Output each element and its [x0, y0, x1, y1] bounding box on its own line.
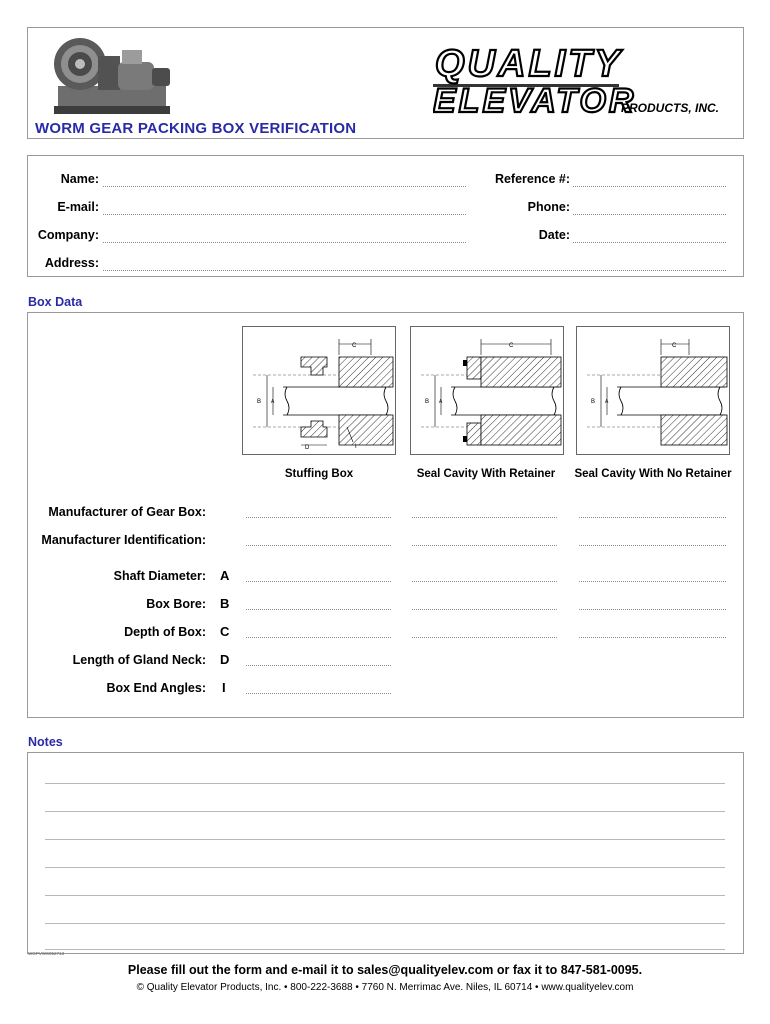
- box-bore-field-3[interactable]: [579, 609, 726, 610]
- seal-cavity-no-retainer-diagram: [576, 326, 730, 455]
- address-field[interactable]: [103, 270, 726, 271]
- gland-neck-label: Length of Gland Neck:: [72, 653, 206, 667]
- svg-text:D: D: [305, 445, 310, 451]
- caption-seal-cavity-retainer: Seal Cavity With Retainer: [416, 468, 556, 480]
- manufacturer-label: Manufacturer of Gear Box:: [48, 505, 206, 519]
- shaft-diameter-field-2[interactable]: [412, 581, 557, 582]
- svg-text:QUALITY: QUALITY: [435, 43, 623, 85]
- depth-of-box-field-3[interactable]: [579, 637, 726, 638]
- email-field[interactable]: [103, 214, 466, 215]
- shaft-diameter-label: Shaft Diameter:: [113, 569, 206, 583]
- box-data-title: Box Data: [28, 295, 83, 309]
- svg-text:C: C: [672, 343, 677, 349]
- depth-of-box-field-1[interactable]: [246, 637, 391, 638]
- svg-text:ELEVATOR: ELEVATOR: [433, 82, 637, 118]
- contact-panel: [27, 155, 744, 277]
- box-end-angles-key: I: [222, 680, 226, 695]
- svg-text:PRODUCTS, INC.: PRODUCTS, INC.: [621, 101, 720, 115]
- notes-line-7[interactable]: [45, 949, 725, 950]
- seal-cavity-retainer-diagram: [410, 326, 564, 455]
- manufacturer-field-2[interactable]: [412, 517, 557, 518]
- box-end-angles-field-1[interactable]: [246, 693, 391, 694]
- box-bore-field-2[interactable]: [412, 609, 557, 610]
- header-panel: [27, 27, 744, 139]
- gear-machine-photo: [50, 32, 180, 118]
- stuffing-box-diagram: [242, 326, 396, 455]
- caption-seal-cavity-no-retainer: Seal Cavity With No Retainer: [574, 468, 732, 480]
- svg-text:B: B: [591, 399, 596, 405]
- company-label: Company:: [37, 228, 99, 242]
- reference-label: Reference #:: [494, 172, 570, 186]
- notes-line-4[interactable]: [45, 867, 725, 868]
- svg-text:C: C: [509, 343, 514, 349]
- svg-text:B: B: [257, 399, 262, 405]
- email-label: E-mail:: [57, 200, 99, 214]
- notes-line-5[interactable]: [45, 895, 725, 896]
- svg-text:A: A: [605, 399, 609, 405]
- depth-of-box-field-2[interactable]: [412, 637, 557, 638]
- name-label: Name:: [60, 172, 99, 186]
- svg-text:I: I: [355, 444, 357, 450]
- box-end-angles-label: Box End Angles:: [106, 681, 206, 695]
- notes-panel: [27, 752, 744, 954]
- shaft-diameter-field-3[interactable]: [579, 581, 726, 582]
- identification-field-2[interactable]: [412, 545, 557, 546]
- submit-instruction: Please fill out the form and e-mail it to sales@qualityelev.com or fax it to 847-581-0095.: [127, 963, 643, 977]
- svg-text:A: A: [271, 399, 275, 405]
- identification-field-1[interactable]: [246, 545, 391, 546]
- svg-text:B: B: [425, 399, 430, 405]
- date-field[interactable]: [573, 242, 726, 243]
- gland-neck-field-1[interactable]: [246, 665, 391, 666]
- box-data-panel: [27, 312, 744, 718]
- phone-label: Phone:: [527, 200, 570, 214]
- manufacturer-field-3[interactable]: [579, 517, 726, 518]
- form-code: WGPVWS052713: [28, 951, 65, 956]
- caption-stuffing-box: Stuffing Box: [284, 468, 354, 480]
- notes-title: Notes: [28, 735, 63, 749]
- identification-field-3[interactable]: [579, 545, 726, 546]
- name-field[interactable]: [103, 186, 466, 187]
- company-footer: © Quality Elevator Products, Inc. • 800-222-3688 • 7760 N. Merrimac Ave. Niles, IL 60714 • www.qualityelev.com: [136, 982, 634, 993]
- quality-elevator-logo: [433, 38, 733, 118]
- svg-text:A: A: [439, 399, 443, 405]
- company-field[interactable]: [103, 242, 466, 243]
- phone-field[interactable]: [573, 214, 726, 215]
- notes-line-1[interactable]: [45, 783, 725, 784]
- identification-label: Manufacturer Identification:: [41, 533, 206, 547]
- reference-field[interactable]: [573, 186, 726, 187]
- date-label: Date:: [538, 228, 570, 242]
- box-bore-key: B: [220, 596, 230, 611]
- manufacturer-field-1[interactable]: [246, 517, 391, 518]
- depth-of-box-key: C: [220, 624, 230, 639]
- shaft-diameter-key: A: [220, 568, 230, 583]
- gland-neck-key: D: [220, 652, 230, 667]
- box-bore-label: Box Bore:: [146, 597, 206, 611]
- notes-line-2[interactable]: [45, 811, 725, 812]
- box-bore-field-1[interactable]: [246, 609, 391, 610]
- shaft-diameter-field-1[interactable]: [246, 581, 391, 582]
- notes-line-6[interactable]: [45, 923, 725, 924]
- depth-of-box-label: Depth of Box:: [124, 625, 206, 639]
- address-label: Address:: [44, 256, 99, 270]
- svg-text:C: C: [352, 343, 357, 349]
- form-title: WORM GEAR PACKING BOX VERIFICATION: [35, 120, 357, 137]
- notes-line-3[interactable]: [45, 839, 725, 840]
